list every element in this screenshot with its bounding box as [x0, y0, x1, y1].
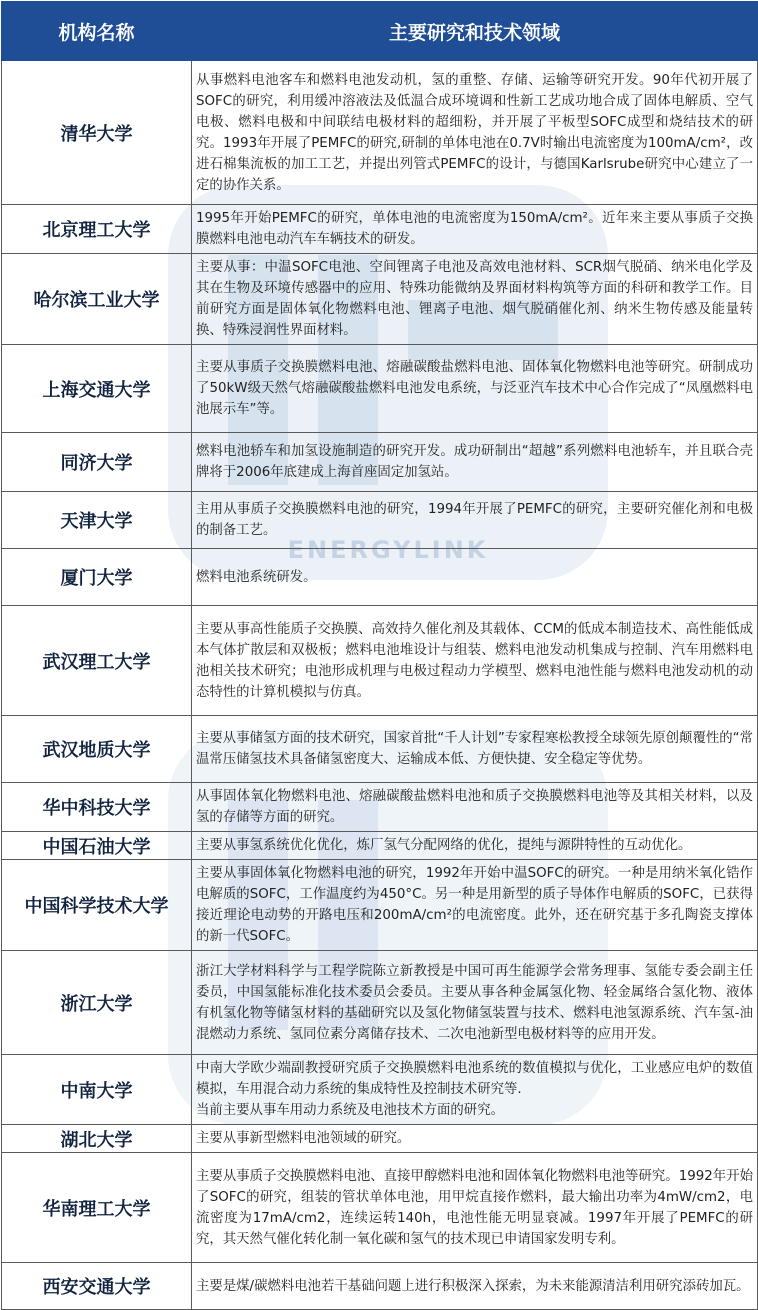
table-row — [2, 606, 758, 716]
institution-name: 浙江大学 — [2, 951, 192, 1055]
institution-name: 西安交通大学 — [2, 1263, 192, 1310]
research-description: 主要从事新型燃料电池领域的研究。 — [192, 1125, 758, 1153]
research-description: 从事燃料电池客车和燃料电池发动机，氢的重整、存储、运输等研究开发。90年代初开展了SOFC的研究，利用缓冲溶液法及低温合成环境调和性新工艺成功地合成了固体电解质、空气电极、燃料电极和中间联结电极材料的超细粉，并开展了平板型SOFC成型和烧结技术的研究。1993年开展了PEMFC的研究,研制的单体电池在0.7V时输出电流密度为100mA/cm²，改进石棉集流板的加工工艺，并提出列管式PEMFC的设计，与德国Karlsrube研究中心建立了一定的协作关系。 — [192, 61, 758, 205]
table-row — [2, 860, 758, 951]
research-description: 浙江大学材料科学与工程学院陈立新教授是中国可再生能源学会常务理事、氢能专委会副主任委员，中国氢能标准化技术委员会委员。主要从事各种金属氢化物、轻金属络合氢化物、液体有机氢化物等储氢材料的基础研究以及氢化物储氢装置与技术、燃料电池氢源系统、汽车氢-油混燃动力系统、氢同位素分离储存技术、二次电池新型电极材料等的应用开发。 — [192, 951, 758, 1055]
table-row — [2, 716, 758, 783]
research-institutions-table — [1, 1, 758, 1310]
research-description: 燃料电池轿车和加氢设施制造的研究开发。成功研制出“超越”系列燃料电池轿车，并且联合壳牌将于2006年底建成上海首座固定加氢站。 — [192, 433, 758, 492]
institution-name: 同济大学 — [2, 433, 192, 492]
table-row — [2, 832, 758, 860]
research-description: 主要从事固体氧化物燃料电池的研究，1992年开始中温SOFC的研究。一种是用纳米氧化锆作电解质的SOFC，工作温度约为450°C。另一种是用新型的质子导体作电解质的SOFC，已获得接近理论电动势的开路电压和200mA/cm²的电流密度。此外，还在研究基于多孔陶瓷支撑体的新一代SOFC。 — [192, 860, 758, 951]
institution-name: 厦门大学 — [2, 549, 192, 606]
watermark-text: ENERGYLINK — [287, 536, 489, 564]
table-row — [2, 1153, 758, 1263]
table-row — [2, 205, 758, 254]
table-row — [2, 1125, 758, 1153]
research-description: 主要是煤/碳燃料电池若干基础问题上进行积极深入探索，为未来能源清洁利用研究添砖加瓦。 — [192, 1263, 758, 1310]
table-row — [2, 433, 758, 492]
table-row — [2, 783, 758, 832]
institution-name: 武汉理工大学 — [2, 606, 192, 716]
table-row — [2, 951, 758, 1055]
institution-name: 北京理工大学 — [2, 205, 192, 254]
research-description: 燃料电池系统研发。 — [192, 549, 758, 606]
table-row — [2, 549, 758, 606]
institution-name: 天津大学 — [2, 492, 192, 549]
institution-name: 清华大学 — [2, 61, 192, 205]
research-description: 主要从事质子交换膜燃料电池、直接甲醇燃料电池和固体氧化物燃料电池等研究。1992年开始了SOFC的研究，组装的管状单体电池，用甲烷直接作燃料，最大输出功率为4mW/cm2，电流密度为17mA/cm2，连续运转140h，电池性能无明显衰减。1997年开展了PEMFC的研究，其天然气催化转化制一氧化碳和氢气的技术现已申请国家发明专利。 — [192, 1153, 758, 1263]
institution-name: 华中科技大学 — [2, 783, 192, 832]
table-row — [2, 345, 758, 433]
institution-name: 中国石油大学 — [2, 832, 192, 860]
table-header-row — [2, 2, 758, 61]
research-description: 主要从事氢系统优化优化，炼厂氢气分配网络的优化，提纯与源阱特性的互动优化。 — [192, 832, 758, 860]
institution-name: 武汉地质大学 — [2, 716, 192, 783]
research-description: 中南大学欧少端副教授研究质子交换膜燃料电池系统的数值模拟与优化，工业感应电炉的数值模拟，车用混合动力系统的集成特性及控制技术研究等. 当前主要从事车用动力系统及电池技术方面的研究。 — [192, 1055, 758, 1125]
research-description: 主用从事质子交换膜燃料电池的研究，1994年开展了PEMFC的研究，主要研究催化剂和电极的制备工艺。 — [192, 492, 758, 549]
research-description: 1995年开始PEMFC的研究，单体电池的电流密度为150mA/cm²。近年来主要从事质子交换膜燃料电池电动汽车车辆技术的研发。 — [192, 205, 758, 254]
institution-name: 哈尔滨工业大学 — [2, 254, 192, 345]
table-body — [2, 61, 758, 1310]
table-row — [2, 61, 758, 205]
research-description: 主要从事高性能质子交换膜、高效持久催化剂及其载体、CCM的低成本制造技术、高性能低成本气体扩散层和双极板；燃料电池堆设计与组装、燃料电池发动机集成与控制、汽车用燃料电池相关技术研究；电池形成机理与电极过程动力学模型、燃料电池性能与燃料电池发动机的动态特性的计算机模拟与仿真。 — [192, 606, 758, 716]
institution-name: 中国科学技术大学 — [2, 860, 192, 951]
table-row — [2, 254, 758, 345]
table-row — [2, 1263, 758, 1310]
research-description: 主要从事储氢方面的技术研究，国家首批“千人计划”专家程寒松教授全球领先原创颠覆性的“常温常压储氢技术具备储氢密度大、运输成本低、方便快捷、安全稳定等优势。 — [192, 716, 758, 783]
table-row — [2, 1055, 758, 1125]
institution-name: 上海交通大学 — [2, 345, 192, 433]
table-row — [2, 492, 758, 549]
institution-name: 湖北大学 — [2, 1125, 192, 1153]
research-description: 主要从事质子交换膜燃料电池、熔融碳酸盐燃料电池、固体氧化物燃料电池等研究。研制成功了50kW级天然气熔融碳酸盐燃料电池发电系统，与泛亚汽车技术中心合作完成了“凤凰燃料电池展示车”等。 — [192, 345, 758, 433]
research-description: 从事固体氧化物燃料电池、熔融碳酸盐燃料电池和质子交换膜燃料电池等及其相关材料，以及氢的存储等方面的研究。 — [192, 783, 758, 832]
institution-name: 华南理工大学 — [2, 1153, 192, 1263]
header-institution-name: 机构名称 — [2, 2, 192, 61]
institution-name: 中南大学 — [2, 1055, 192, 1125]
research-description: 主要从事：中温SOFC电池、空间锂离子电池及高效电池材料、SCR烟气脱硝、纳米电化学及其在生物及环境传感器中的应用、特殊功能微纳及界面材料构筑等方面的科研和教学工作。目前研究方面是固体氧化物燃料电池、锂离子电池、烟气脱硝催化剂、纳米生物传感及能量转换、特殊浸润性界面材料。 — [192, 254, 758, 345]
header-research-fields: 主要研究和技术领域 — [192, 2, 758, 61]
